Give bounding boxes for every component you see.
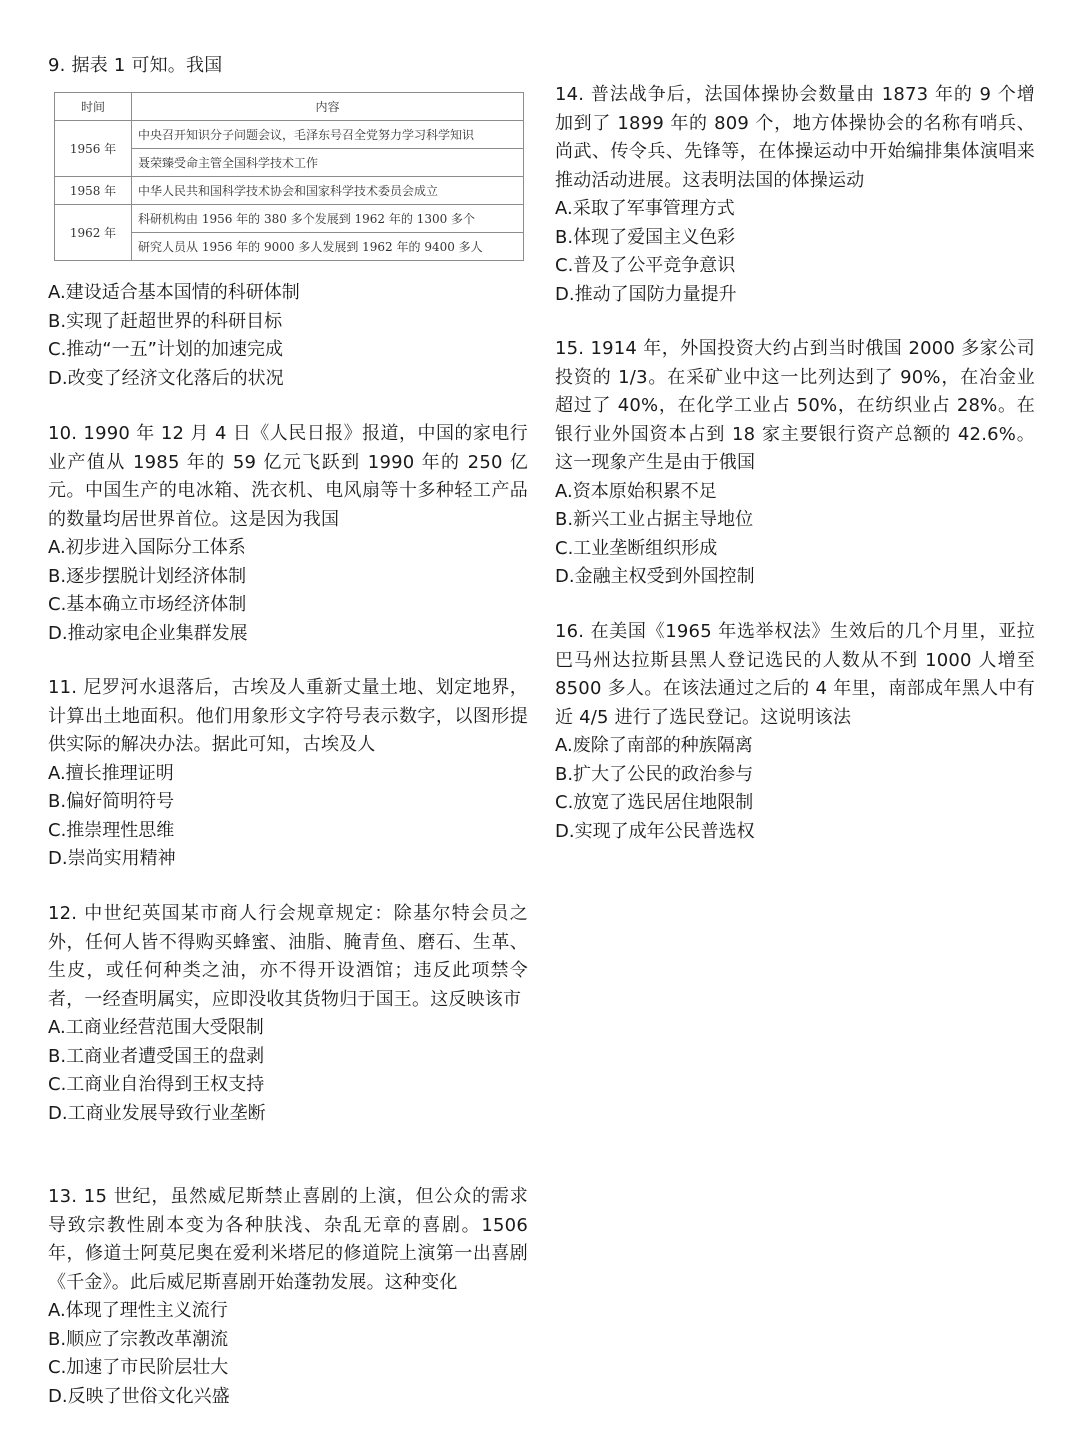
option-d[interactable]: D.改变了经济文化落后的状况	[48, 367, 284, 389]
option-a[interactable]: A.采取了军事管理方式	[555, 198, 735, 219]
table-header-row	[55, 93, 524, 121]
question-stem: 11. 尼罗河水退落后，古埃及人重新丈量土地、划定地界，计算出土地面积。他们用象形文字符号表示数字，以图形提供实际的解决办法。据此可知，古埃及人	[48, 677, 528, 755]
question-9-options	[48, 279, 528, 393]
table-row	[55, 205, 524, 233]
table-cell-content: 聂荣臻受命主管全国科学技术工作	[132, 149, 524, 177]
option-d[interactable]: D.实现了成年公民普选权	[555, 820, 755, 842]
table-cell-content: 研究人员从 1956 年的 9000 多人发展到 1962 年的 9400 多人	[132, 233, 524, 261]
option-c[interactable]: C.推崇理性思维	[48, 819, 175, 841]
option-c[interactable]: C.加速了市民阶层壮大	[48, 1357, 229, 1378]
question-9	[48, 52, 528, 81]
table-row	[55, 121, 524, 149]
option-c[interactable]: C.推动“一五”计划的加速完成	[48, 339, 283, 360]
option-a[interactable]: A.体现了理性主义流行	[48, 1300, 228, 1321]
option-b[interactable]: B.新兴工业占据主导地位	[555, 509, 754, 530]
option-d[interactable]: D.工商业发展导致行业垄断	[48, 1102, 266, 1124]
table-cell-content: 中央召开知识分子问题会议，毛泽东号召全党努力学习科学知识	[132, 121, 524, 149]
option-b[interactable]: B.体现了爱国主义色彩	[555, 226, 736, 248]
option-b[interactable]: B.实现了赶超世界的科研目标	[48, 310, 283, 332]
option-d[interactable]: D.推动家电企业集群发展	[48, 622, 248, 644]
question-stem: 13. 15 世纪，虽然威尼斯禁止喜剧的上演，但公众的需求导致宗教性剧本变为各种肤浅、杂乱无章的喜剧。1506 年，修道士阿莫尼奥在爱利米塔尼的修道院上演第一出喜剧《千金》。此后威尼斯喜剧开始蓬勃发展。这种变化	[48, 1186, 528, 1293]
question-stem: 12. 中世纪英国某市商人行会规章规定：除基尔特会员之外，任何人皆不得购买蜂蜜、油脂、腌青鱼、磨石、生革、生皮，或任何种类之油，亦不得开设酒馆；违反此项禁令者，一经查明属实，应即没收其货物归于国王。这反映该市	[48, 903, 528, 1010]
option-a[interactable]: A.初步进入国际分工体系	[48, 537, 246, 558]
option-a[interactable]: A.擅长推理证明	[48, 762, 174, 784]
table-cell-year: 1962 年	[55, 205, 132, 261]
option-c[interactable]: C.工业垄断组织形成	[555, 537, 718, 559]
table-row	[55, 177, 524, 205]
table-header-content: 内容	[132, 93, 524, 121]
question-10	[48, 420, 528, 648]
option-c[interactable]: C.基本确立市场经济体制	[48, 594, 247, 615]
question-stem: 14. 普法战争后，法国体操协会数量由 1873 年的 9 个增加到了 1899 年的 809 个，地方体操协会的名称有哨兵、尚武、传令兵、先锋等，在体操运动中开始编排集体演唱来推动活动进展。这表明法国的体操运动	[555, 84, 1035, 191]
question-stem: 16. 在美国《1965 年选举权法》生效后的几个月里，亚拉巴马州达拉斯县黑人登记选民的人数从不到 1000 人增至 8500 多人。在该法通过之后的 4 年里，南部成年黑人中有近 4/5 进行了选民登记。这说明该法	[555, 621, 1035, 728]
option-a[interactable]: A.工商业经营范围大受限制	[48, 1017, 264, 1038]
option-d[interactable]: D.崇尚实用精神	[48, 848, 176, 869]
option-d[interactable]: D.反映了世俗文化兴盛	[48, 1385, 230, 1407]
option-d[interactable]: D.金融主权受到外国控制	[555, 566, 755, 587]
table-cell-year: 1958 年	[55, 177, 132, 205]
table-cell-year: 1956 年	[55, 121, 132, 177]
option-d[interactable]: D.推动了国防力量提升	[555, 283, 737, 305]
option-b[interactable]: B.逐步摆脱计划经济体制	[48, 565, 247, 587]
question-14	[555, 81, 1035, 309]
question-12	[48, 900, 528, 1128]
option-c[interactable]: C.普及了公平竞争意识	[555, 255, 736, 276]
option-b[interactable]: B.偏好简明符号	[48, 791, 175, 812]
question-11	[48, 674, 528, 874]
question-stem: 15. 1914 年，外国投资大约占到当时俄国 2000 多家公司投资的 1/3。在采矿业中这一比列达到了 90%，在冶金业超过了 40%，在化学工业占 50%，在纺织业占 28%。在银行业外国资本占到 18 家主要银行资产总额的 42.6%。这一现象产生是由于俄国	[555, 338, 1035, 473]
option-c[interactable]: C.放宽了选民居住地限制	[555, 792, 754, 813]
table-cell-content: 中华人民共和国科学技术协会和国家科学技术委员会成立	[132, 177, 524, 205]
question-13	[48, 1183, 528, 1411]
option-a[interactable]: A.废除了南部的种族隔离	[555, 735, 753, 756]
table-header-time: 时间	[55, 93, 132, 121]
option-b[interactable]: B.顺应了宗教改革潮流	[48, 1328, 229, 1350]
table-cell-content: 科研机构由 1956 年的 380 多个发展到 1962 年的 1300 多个	[132, 205, 524, 233]
option-b[interactable]: B.工商业者遭受国王的盘剥	[48, 1045, 265, 1067]
table-1	[54, 92, 524, 261]
question-15	[555, 335, 1035, 592]
question-16	[555, 618, 1035, 846]
question-stem: 9. 据表 1 可知。我国	[48, 55, 223, 76]
question-stem: 10. 1990 年 12 月 4 日《人民日报》报道，中国的家电行业产值从 1985 年的 59 亿元飞跃到 1990 年的 250 亿元。中国生产的电冰箱、洗衣机、电风扇等十多种轻工产品的数量均居世界首位。这是因为我国	[48, 423, 528, 530]
option-a[interactable]: A.建设适合基本国情的科研体制	[48, 282, 300, 303]
option-a[interactable]: A.资本原始积累不足	[555, 480, 717, 502]
option-b[interactable]: B.扩大了公民的政治参与	[555, 763, 754, 785]
option-c[interactable]: C.工商业自治得到王权支持	[48, 1074, 265, 1095]
